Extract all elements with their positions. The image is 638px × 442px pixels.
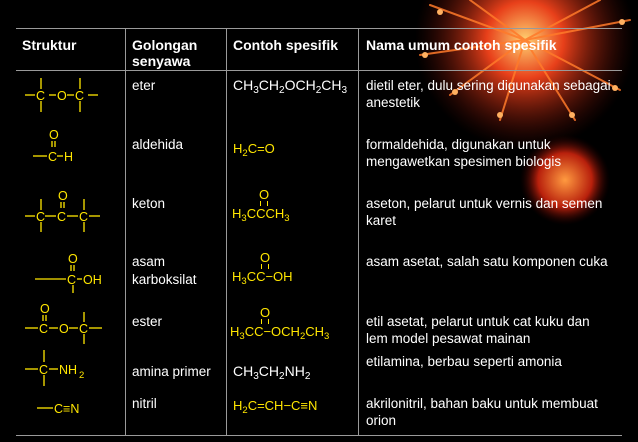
header-contoh: Contoh spesifik	[233, 37, 339, 53]
svg-text:OH: OH	[83, 273, 102, 287]
svg-text:C: C	[79, 322, 89, 336]
structure-nitril	[20, 395, 120, 425]
structure-ester	[20, 300, 130, 345]
svg-text:O: O	[57, 89, 67, 103]
contoh-amina-primer: $CH_3CH_2NH_2$	[233, 363, 311, 382]
structure-asam-karboksilat	[20, 250, 120, 295]
svg-text:C: C	[67, 273, 77, 287]
header-struktur: Struktur	[22, 37, 77, 53]
header-golongan: Golongan senyawa	[132, 37, 198, 69]
contoh-ester-oxygen: O	[260, 305, 271, 320]
column-divider-2	[226, 28, 227, 436]
svg-text:C: C	[57, 210, 67, 224]
svg-text:NH: NH	[59, 363, 78, 377]
contoh-aldehida: $H_2C=O$	[233, 141, 275, 159]
svg-text:O: O	[40, 302, 50, 316]
structure-keton	[20, 186, 120, 236]
svg-text:C: C	[39, 322, 49, 336]
svg-text:O: O	[59, 322, 69, 336]
svg-text:C: C	[48, 150, 58, 164]
svg-text:C: C	[75, 89, 85, 103]
svg-text:2: 2	[79, 370, 85, 381]
column-divider-1	[125, 28, 126, 436]
svg-text:H: H	[64, 150, 74, 164]
column-divider-3	[358, 28, 359, 436]
header-nama: Nama umum contoh spesifik	[366, 37, 557, 53]
golongan-aldehida: aldehida	[132, 137, 184, 152]
header-divider	[16, 70, 622, 71]
contoh-asam-karboksilat: O $H_3CC-OH$	[232, 250, 293, 287]
golongan-ester: ester	[132, 314, 163, 329]
nama-eter: dietil eter, dulu sering digunakan sebagai anestetik	[366, 78, 611, 110]
svg-text:C: C	[79, 210, 89, 224]
golongan-amina-primer: amina primer	[132, 364, 211, 379]
nama-amina-primer: etilamina, berbau seperti amonia	[366, 354, 562, 369]
golongan-eter: eter	[132, 78, 156, 93]
svg-text:C: C	[36, 89, 46, 103]
nama-nitril: akrilonitril, bahan baku untuk membuat orion	[366, 396, 598, 428]
contoh-eter: $CH_3CH_2OCH_2CH_3$	[233, 77, 348, 96]
contoh-nitril: $H_2C=CH-C\equiv N$	[233, 398, 318, 416]
contoh-asam-oxygen: O	[260, 250, 271, 265]
golongan-asam-karboksilat: asam karboksilat	[132, 254, 197, 287]
svg-text:C≡N: C≡N	[54, 402, 80, 416]
nama-asam-karboksilat: asam asetat, salah satu komponen cuka	[366, 254, 608, 269]
svg-text:C: C	[36, 210, 46, 224]
contoh-keton: O $H_3CCCH_3$	[232, 187, 290, 224]
nama-aldehida: formaldehida, digunakan untuk mengawetkan spesimen biologis	[366, 137, 562, 169]
golongan-nitril: nitril	[132, 396, 157, 411]
contoh-ester: O $H_3CC-OCH_2CH_3$	[230, 305, 330, 342]
nama-ester: etil asetat, pelarut untuk cat kuku dan lem model pesawat mainan	[366, 314, 590, 346]
contoh-keton-oxygen: O	[259, 187, 270, 202]
svg-text:O: O	[58, 189, 68, 203]
structure-amina-primer	[20, 348, 120, 393]
svg-text:O: O	[68, 252, 78, 266]
nama-keton: aseton, pelarut untuk vernis dan semen karet	[366, 196, 603, 228]
svg-text:C: C	[39, 363, 49, 377]
structure-aldehida	[20, 126, 120, 166]
svg-text:O: O	[49, 128, 59, 142]
structure-eter	[20, 72, 120, 122]
golongan-keton: keton	[132, 196, 166, 211]
table-border-top	[16, 28, 622, 29]
table-border-bottom	[16, 435, 622, 436]
